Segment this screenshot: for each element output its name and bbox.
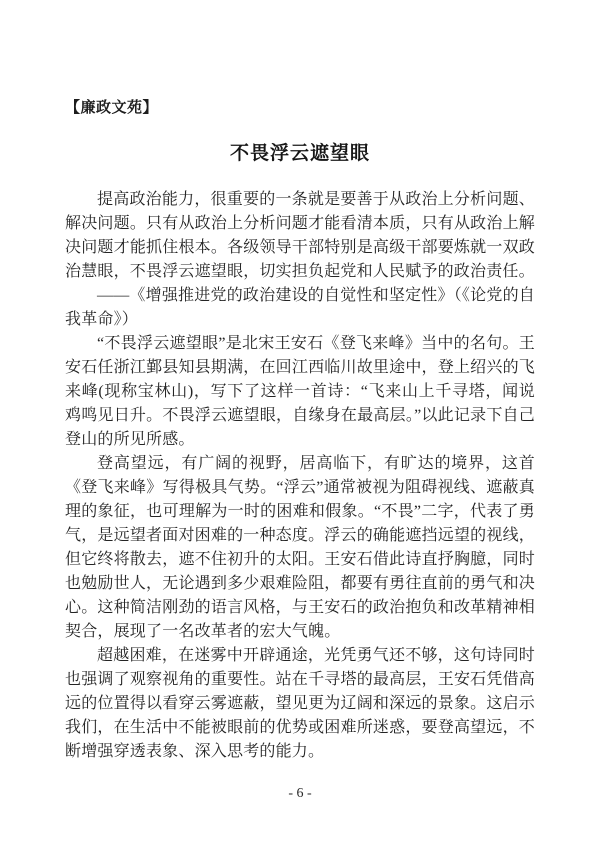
page-title: 不畏浮云遮望眼 [229, 143, 370, 164]
paragraph-origin: “不畏浮云遮望眼”是北宋王安石《登飞来峰》当中的名句。王安石任浙江鄞县知县期满，在回江西临川故里途中，登上绍兴的飞来峰(现称宝林山)，写下了这样一首诗：“飞来山上千寻塔，闻说鸡鸣见日升。不畏浮云遮望眼，自缘身在最高层。”以此记录下自己登山的所见所感。 [65, 335, 535, 448]
document-content [65, 0, 535, 764]
paragraph-conclusion: 超越困难，在迷雾中开辟通途，光凭勇气还不够，这句诗同时也强调了观察视角的重要性。站在千寻塔的最高层，王安石凭借高远的位置得以看穿云雾遮蔽，望见更为辽阔和深远的景象。这启示我们，在生活中不能被眼前的优势或困难所迷惑，要登高望远，不断增强穿透表象、深入思考的能力。 [65, 647, 535, 760]
page-number: - 6 - [288, 786, 312, 801]
body-text [65, 188, 535, 764]
paragraph-attribution: ——《增强推进党的政治建设的自觉性和坚定性》（《论党的自我革命》） [65, 287, 535, 328]
section-tag: 【廉政文苑】 [65, 100, 159, 116]
paragraph-quote: 提高政治能力，很重要的一条就是要善于从政治上分析问题、解决问题。只有从政治上分析问题才能看清本质，只有从政治上解决问题才能抓住根本。各级领导干部特别是高级干部要炼就一双政治慧眼，不畏浮云遮望眼，切实担负起党和人民赋予的政治责任。 [65, 191, 535, 280]
paragraph-analysis: 登高望远，有广阔的视野，居高临下，有旷达的境界，这首《登飞来峰》写得极具气势。“浮云”通常被视为阻碍视线、遮蔽真理的象征，也可理解为一时的困难和假象。“不畏”二字，代表了勇气，是远望者面对困难的一种态度。浮云的确能遮挡远望的视线，但它终将散去，遮不住初升的太阳。王安石借此诗直抒胸臆，同时也勉励世人，无论遇到多少艰难险阻，都要有勇往直前的勇气和决心。这种简洁刚劲的语言风格，与王安石的政治抱负和改革精神相契合，展现了一名改革者的宏大气魄。 [65, 455, 535, 640]
